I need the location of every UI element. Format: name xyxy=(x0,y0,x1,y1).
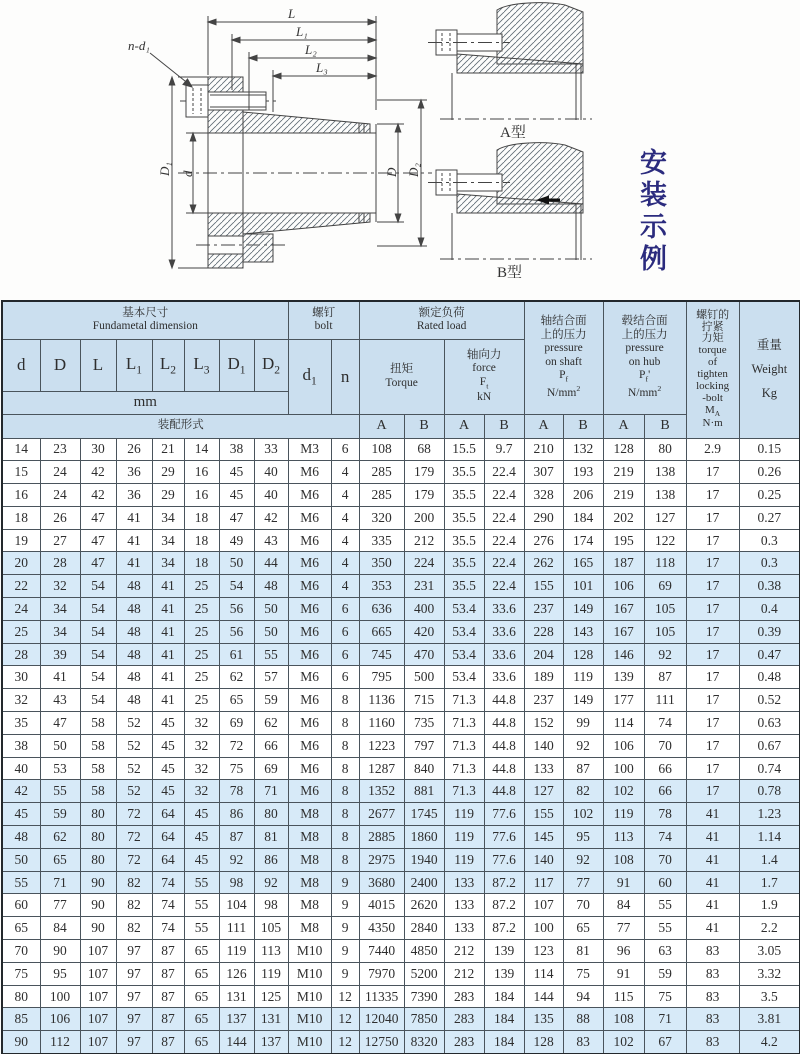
dim-label-L3: L₃ xyxy=(316,60,328,75)
table-row: 38 50 58 52 45 32 72 66 M6 8 1223 797 71.3 44.8 140 92 106 70 17 0.67 xyxy=(2,734,800,757)
col-header-L: L xyxy=(80,339,116,391)
dim-label-D: D xyxy=(384,167,399,177)
table-row: 14 23 30 26 21 14 38 33 M3 6 108 68 15.5 9.7 210 132 128 80 2.9 0.15 xyxy=(2,438,800,461)
table-row: 35 47 58 52 45 32 69 62 M6 8 1160 735 71.3 44.8 152 99 114 74 17 0.63 xyxy=(2,712,800,735)
spec-table xyxy=(1,300,800,1054)
dim-label-L1: L₁ xyxy=(296,24,308,39)
dim-label-L2: L₂ xyxy=(305,42,317,57)
table-row: 28 39 54 48 41 25 61 55 M6 6 745 470 53.4 33.6 204 128 146 92 17 0.47 xyxy=(2,643,800,666)
table-row: 24 34 54 48 41 25 56 50 M6 6 636 400 53.4 33.6 237 149 167 105 17 0.4 xyxy=(2,598,800,621)
subheader-pshaft-A: A xyxy=(524,414,563,438)
header-rated-load: 额定负荷 Rated load xyxy=(359,301,524,339)
dim-label-nd1: n-d₁ xyxy=(128,38,150,53)
subheader-phub-A: A xyxy=(603,414,644,438)
table-row: 40 53 58 52 45 32 75 69 M6 8 1287 840 71.3 44.8 133 87 100 66 17 0.74 xyxy=(2,757,800,780)
install-example-caption: 安装示例 xyxy=(640,148,667,274)
table-row: 55 71 90 82 74 55 98 92 M8 9 3680 2400 133 87.2 117 77 91 60 41 1.7 xyxy=(2,871,800,894)
table-row: 42 55 58 52 45 32 78 71 M6 8 1352 881 71.3 44.8 127 82 102 66 17 0.78 xyxy=(2,780,800,803)
col-header-d: d xyxy=(2,339,40,391)
header-axial-force: 轴向力 force $F_t$ kN xyxy=(444,339,524,414)
main-section-drawing xyxy=(150,16,432,268)
dim-label-D2: D₂ xyxy=(406,163,421,177)
table-row: 15 24 42 36 29 16 45 40 M6 4 285 179 35.5 22.4 307 193 219 138 17 0.26 xyxy=(2,461,800,484)
table-row: 48 62 80 72 64 45 87 81 M8 8 2885 1860 119 77.6 145 95 113 74 41 1.14 xyxy=(2,826,800,849)
col-header-n: n xyxy=(331,339,359,414)
table-row: 32 43 54 48 41 25 65 59 M6 8 1136 715 71.3 44.8 237 149 177 111 17 0.52 xyxy=(2,689,800,712)
table-row: 20 28 47 41 34 18 50 44 M6 4 350 224 35.5 22.4 262 165 187 118 17 0.3 xyxy=(2,552,800,575)
table-row: 25 34 54 48 41 25 56 50 M6 6 665 420 53.4 33.6 228 143 167 105 17 0.39 xyxy=(2,620,800,643)
table-row: 90 112 107 97 87 65 144 137 M10 12 12750 8320 283 184 128 83 102 67 83 4.2 xyxy=(2,1031,800,1054)
col-header-D2: $D_2$ xyxy=(254,339,288,391)
header-bolt: 螺钉 bolt xyxy=(288,301,359,339)
col-header-L3: $L_3$ xyxy=(184,339,219,391)
table-row: 50 65 80 72 64 45 92 86 M8 8 2975 1940 119 77.6 140 92 108 70 41 1.4 xyxy=(2,848,800,871)
dim-label-L: L xyxy=(288,6,296,21)
col-header-L2: $L_2$ xyxy=(152,339,184,391)
table-row: 16 24 42 36 29 16 45 40 M6 4 285 179 35.5 22.4 328 206 219 138 17 0.25 xyxy=(2,484,800,507)
header-pressure-hub: 毂结合面 上的压力 pressure on hub $P_f'$ $N/mm^2$ xyxy=(603,301,686,414)
table-row: 65 84 90 82 74 55 111 105 M8 9 4350 2840 133 87.2 100 65 77 55 41 2.2 xyxy=(2,917,800,940)
table-row: 75 95 107 97 87 65 126 119 M10 9 7970 5200 212 139 114 75 91 59 83 3.32 xyxy=(2,962,800,985)
type-a-drawing xyxy=(428,3,592,120)
subheader-phub-B: B xyxy=(644,414,686,438)
subheader-force-A: A xyxy=(444,414,484,438)
header-basic-dimension: 基本尺寸 Fundametal dimension xyxy=(2,301,288,339)
table-row: 45 59 80 72 64 45 86 80 M8 8 2677 1745 119 77.6 155 102 119 78 41 1.23 xyxy=(2,803,800,826)
table-row: 18 26 47 41 34 18 47 42 M6 4 320 200 35.5 22.4 290 184 202 127 17 0.27 xyxy=(2,506,800,529)
subheader-force-B: B xyxy=(484,414,524,438)
header-assembly-form: 装配形式 xyxy=(2,414,359,438)
col-header-D: D xyxy=(40,339,80,391)
col-header-L1: $L_1$ xyxy=(116,339,152,391)
dim-label-D1: D₁ xyxy=(157,162,172,176)
header-mm-unit: mm xyxy=(2,391,288,414)
subheader-pshaft-B: B xyxy=(563,414,603,438)
dim-label-d: d xyxy=(180,170,195,177)
table-row: 70 90 107 97 87 65 119 113 M10 9 7440 4850 212 139 123 81 96 63 83 3.05 xyxy=(2,940,800,963)
header-weight: 重量 Weight Kg xyxy=(739,301,800,438)
col-header-D1: $D_1$ xyxy=(219,339,254,391)
subheader-torque-A: A xyxy=(359,414,404,438)
table-row: 30 41 54 48 41 25 62 57 M6 6 795 500 53.4 33.6 189 119 139 87 17 0.48 xyxy=(2,666,800,689)
header-torque: 扭矩 Torque xyxy=(359,339,444,414)
type-b-drawing xyxy=(428,143,592,260)
type-b-label: B型 xyxy=(497,265,523,281)
type-a-label: A型 xyxy=(500,125,526,141)
table-body xyxy=(2,438,800,1054)
table-row: 80 100 107 97 87 65 131 125 M10 12 11335 7390 283 184 144 94 115 75 83 3.5 xyxy=(2,985,800,1008)
technical-drawing xyxy=(0,0,800,296)
header-pressure-shaft: 轴结合面 上的压力 pressure on shaft $P_f$ $N/mm^2$ xyxy=(524,301,603,414)
table-row: 60 77 90 82 74 55 104 98 M8 9 4015 2620 133 87.2 107 70 84 55 41 1.9 xyxy=(2,894,800,917)
subheader-torque-B: B xyxy=(404,414,444,438)
col-header-d1: $d_1$ xyxy=(288,339,331,414)
table-row: 19 27 47 41 34 18 49 43 M6 4 335 212 35.5 22.4 276 174 195 122 17 0.3 xyxy=(2,529,800,552)
table-row: 85 106 107 97 87 65 137 131 M10 12 12040 7850 283 184 135 88 108 71 83 3.81 xyxy=(2,1008,800,1031)
header-tighten-torque: 螺钉的 拧紧 力矩 torque of tighten locking -bolt $M_A$ N·m xyxy=(686,301,739,438)
table-row: 22 32 54 48 41 25 54 48 M6 4 353 231 35.5 22.4 155 101 106 69 17 0.38 xyxy=(2,575,800,598)
